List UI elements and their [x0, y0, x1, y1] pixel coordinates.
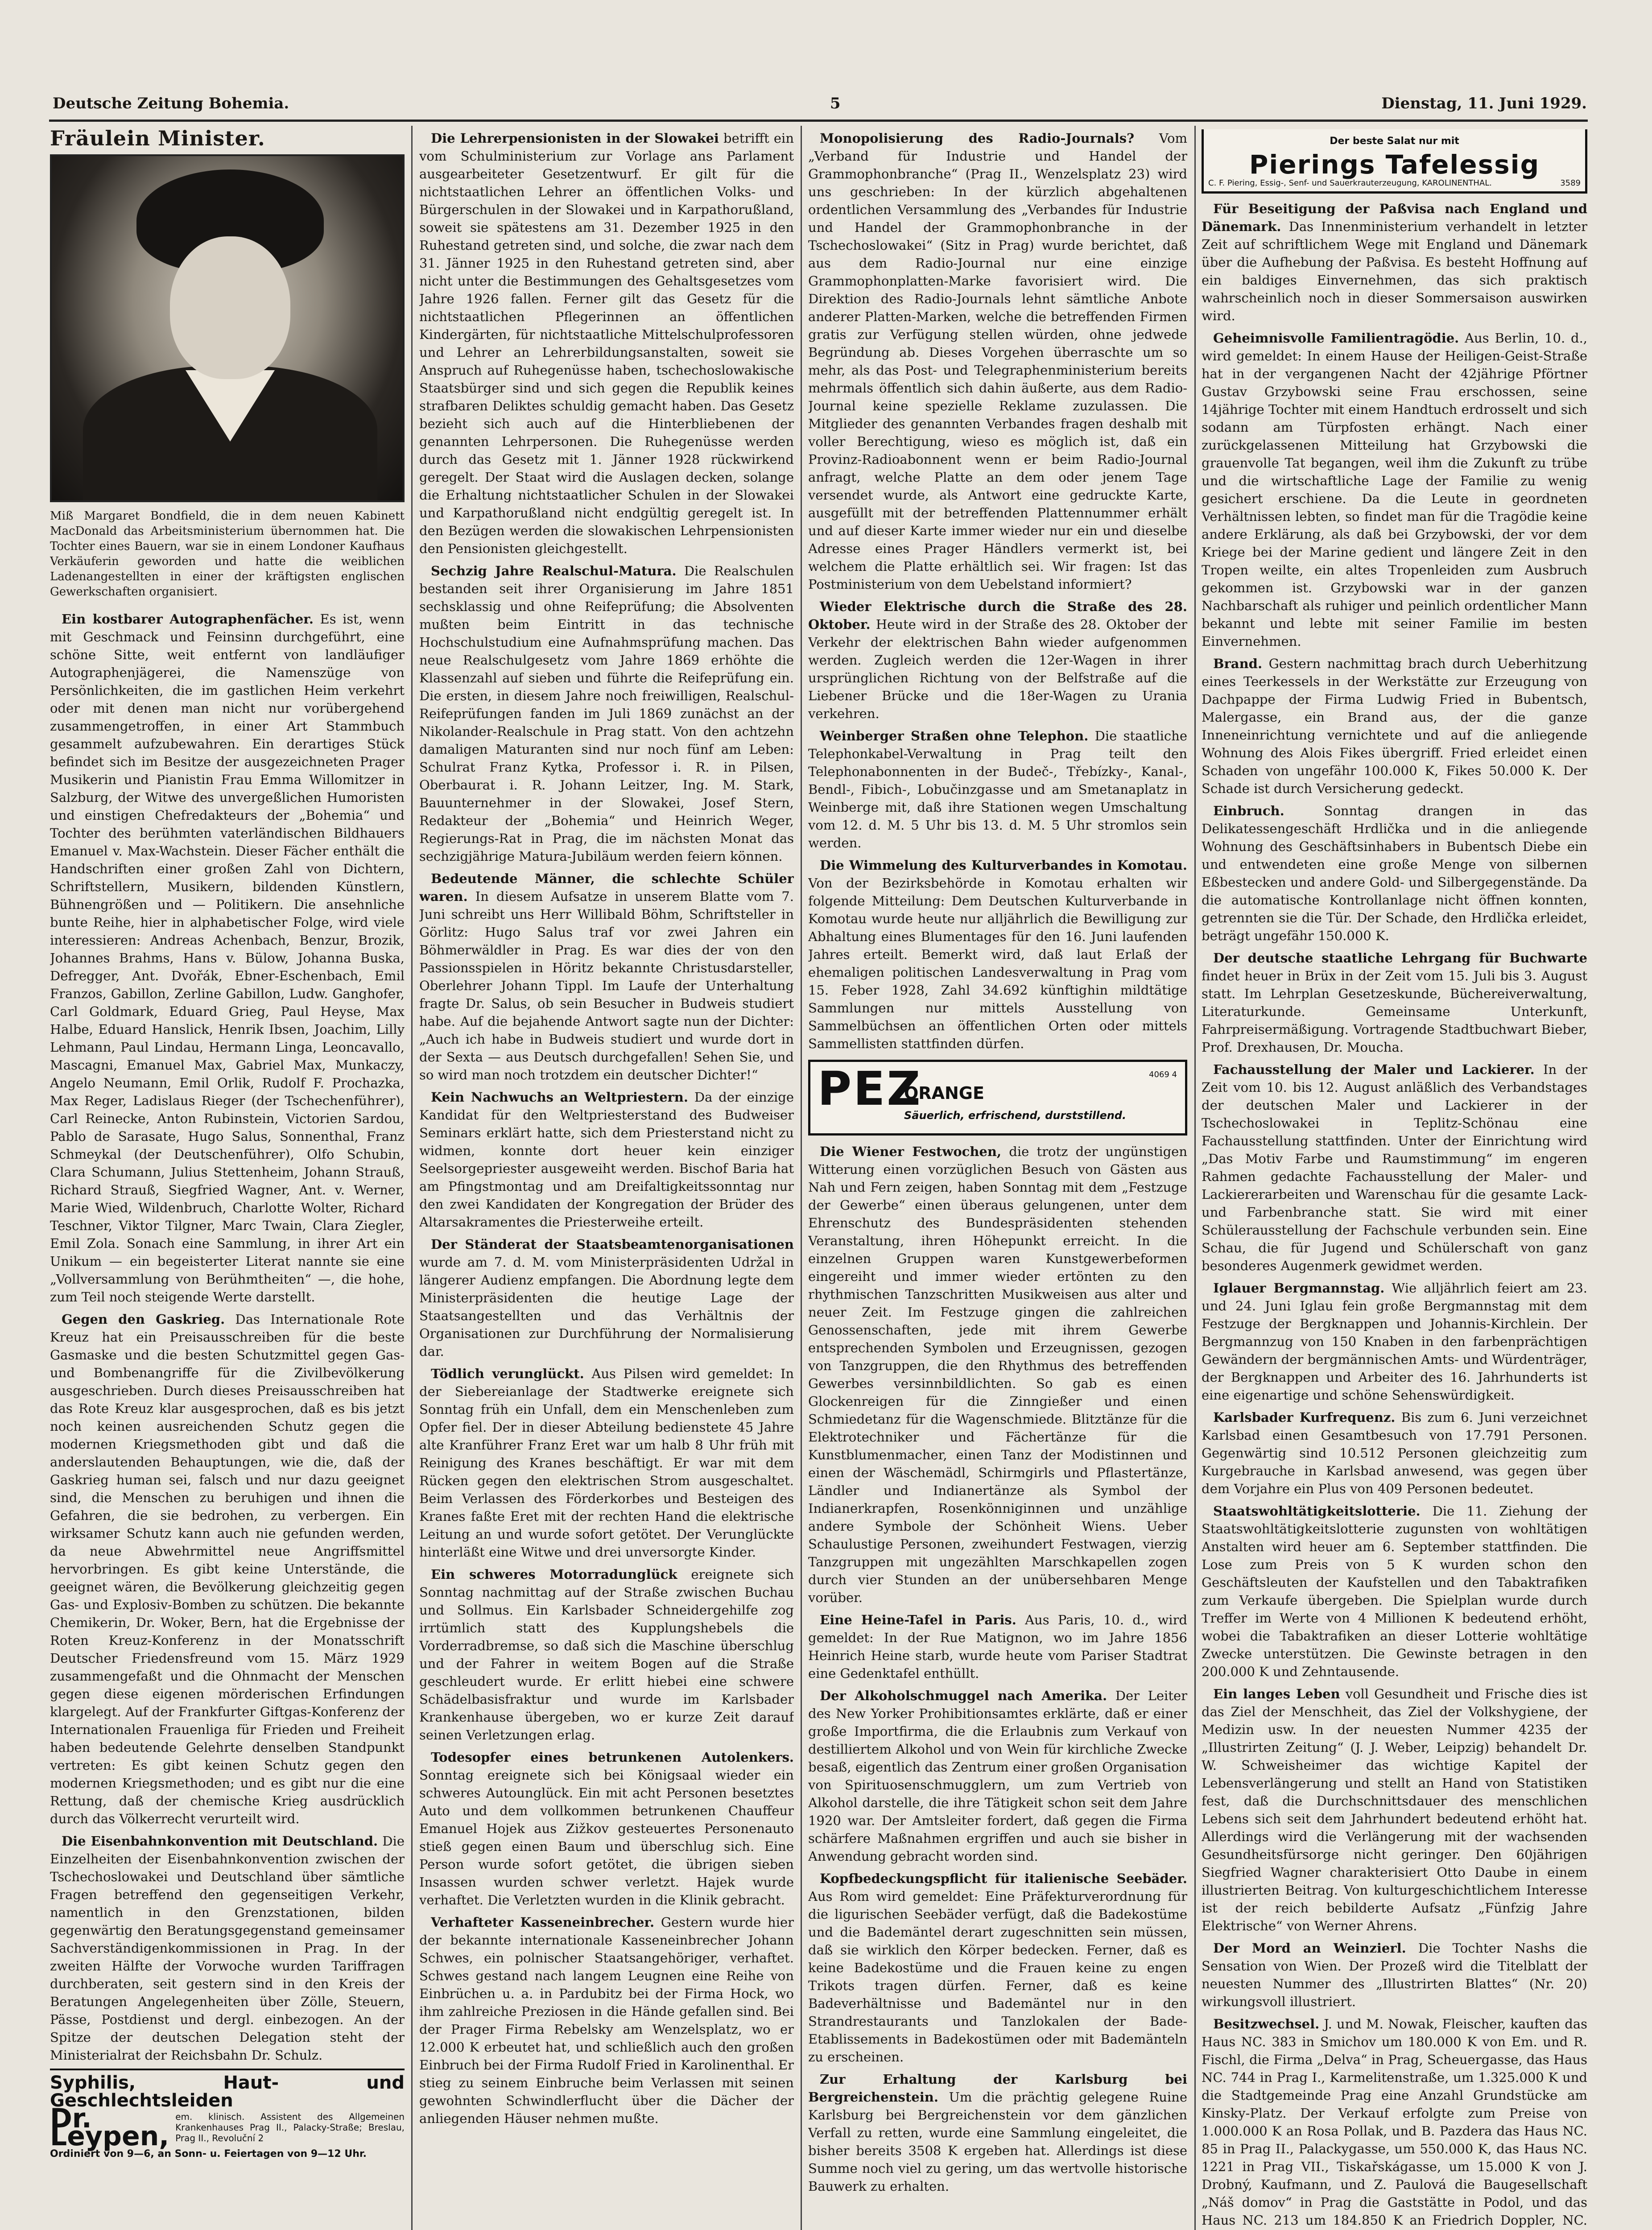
article-paragraph: [1202, 655, 1587, 797]
article-paragraph: [419, 1748, 794, 1909]
article-paragraph: [808, 1611, 1187, 1682]
article-lead: Verhafteter Kasseneinbrecher.: [431, 1915, 655, 1930]
article-paragraph: [808, 129, 1187, 593]
ad-address: em. klinisch. Assistent des Allgemeinen Krankenhauses Prag II., Palacky-Straße; Breslau, Prag II., Revoluční 2: [175, 2111, 405, 2143]
article-lead: Bedeutende Männer, die schlechte Schüler waren.: [419, 871, 794, 904]
article-paragraph: [808, 2070, 1187, 2195]
article-text: Gestern wurde hier der bekannte internationale Kasseneinbrecher Johann Schwes, ein polnischer Staatsangehöriger, verhaftet. Schwes gestand nach langem Leugnen eine Reihe von Einbrüchen u. a. in Pardubitz bei der Firma Hock, wo ihm zahlreiche Preziosen in die Hände gefallen sind. Bei der Prager Firma Rebelsky am Wenzelsplatz, wo er 12.000 K erbeutet hat, und schließlich auch den großen Einbruch bei der Firma Rudolf Fried in Karolinenthal. Er stieg zu seinem Einbruche beim Verlassen mit seinen gewohnten Schwindlerflucht über die Dächer der anliegenden Häuser nehmen mußte.: [419, 1915, 794, 2126]
article-paragraph: [419, 1565, 794, 1744]
article-lead: Besitzwechsel.: [1213, 2016, 1320, 2032]
article-paragraph: [1202, 200, 1587, 325]
article-paragraph: [1202, 1279, 1587, 1404]
article-lead: Geheimnisvolle Familientragödie.: [1213, 330, 1459, 346]
article-lead: Fachausstellung der Maler und Lackierer.: [1213, 1062, 1535, 1077]
article-lead: Gegen den Gaskrieg.: [62, 1312, 225, 1327]
article-list: [419, 129, 794, 2127]
article-list: [808, 1143, 1187, 2195]
article-lead: Eine Heine-Tafel in Paris.: [820, 1612, 1016, 1627]
article-text: In diesem Aufsatze in unserem Blatte vom 7. Juni schreibt uns Herr Willibald Böhm, Schriftsteller in Görlitz: Hugo Salus traf vor zwei Jahren ein Böhmerwäldler in Prag. Es war dies der von den Passionsspielen in Höritz bekannte Christusdarsteller, Oberlehrer Johann Tippl. Im Laufe der Unterhaltung fragte Dr. Salus, ob sein Besucher in Budweis studiert habe. Auf die bejahende Antwort sagte nun der Dichter: „Auch ich habe in Budweis studiert und wurde dort in der Sexta — aus Deutsch durchgefallen! Sehen Sie, und so wird man noch trotzdem ein deutscher Dichter!“: [419, 889, 794, 1082]
portrait-photo: [50, 154, 405, 502]
article-lead: Die Wimmelung des Kulturverbandes in Komotau.: [820, 858, 1187, 873]
article-paragraph: [808, 1687, 1187, 1865]
article-lead: Der deutsche staatliche Lehrgang für Buchwarte: [1213, 950, 1587, 966]
article-paragraph: [1202, 949, 1587, 1056]
article-lead: Brand.: [1213, 656, 1263, 671]
ad-tagline: Säuerlich, erfrischend, durststillend.: [904, 1109, 1127, 1122]
article-paragraph: [808, 856, 1187, 1053]
article-lead: Wieder Elektrische durch die Straße des 28. Oktober.: [808, 599, 1187, 632]
photo-caption: Miß Margaret Bondfield, die in dem neuen Kabinett MacDonald das Arbeitsministerium übernommen hat. Die Tochter eines Bauern, war sie in einem Londoner Kaufhaus Verkäuferin geworden und hatte die weiblichen Ladenangestellten in einer der kräftigsten englischen Gewerkschaften organisiert.: [50, 509, 405, 599]
article-text: Das Internationale Rote Kreuz hat ein Preisausschreiben für die beste Gasmaske und die besten Schutzmittel gegen Gas- und Bombenangriffe für die Zivilbevölkerung ausgeschrieben. Durch dieses Preisausschreiben hat das Rote Kreuz klar ausgesprochen, daß es bis jetzt noch keinen ausreichenden Schutz gegen die modernen Kriegsmethoden gibt und daß die anderslautenden Behauptungen, wie die, daß der Gaskrieg human sei, falsch und nur dazu geeignet sind, die Menschen zu beruhigen und ihnen die Gefahren, die sie bedrohen, zu verbergen. Ein wirksamer Schutz kann auch nie gefunden werden, da neue Abwehrmittel neue Angriffsmittel hervorbringen. Es gibt keine Unterstände, die geeignet wären, die Bevölkerung gleichzeitig gegen Gas- und Explosiv-Bomben zu schützen. Die bekannte Chemikerin, Dr. Woker, Bern, hat die Ergebnisse der Roten Kreuz-Konferenz in der Monatsschrift Deutscher Friedensfreund vom 15. März 1929 zusammengefaßt und die Ohnmacht der Menschen gegen diese eigenen mörderischen Erfindungen klargelegt. Auf der Frankfurter Giftgas-Konferenz der Internationalen Frauenliga für Frieden und Freiheit haben bedeutende Gelehrte denselben Standpunkt vertreten: Es gibt keinen Schutz gegen den modernen Kriegsmethoden; und es gibt nur die eine Rettung, daß der chemische Krieg ausdrücklich durch das Völkerrecht verurteilt wird.: [50, 1312, 405, 1826]
article-lead: Ein kostbarer Autographenfächer.: [62, 611, 314, 627]
ad-code: 4069 4: [1149, 1070, 1177, 1079]
article-paragraph: [1202, 1939, 1587, 2011]
article-lead: Monopolisierung des Radio-Journals?: [820, 131, 1135, 146]
column-rule: [801, 126, 802, 2230]
article-paragraph: [50, 1310, 405, 1828]
article-text: Aus Paris, 10. d., wird gemeldet: In der Rue Matignon, wo im Jahre 1856 Heinrich Heine starb, wurde heute vom Pariser Stadtrat eine Gedenktafel enthüllt.: [808, 1612, 1187, 1681]
ad-company: C. F. Piering, Essig-, Senf- und Sauerkrauterzeugung, KAROLINENTHAL.: [1208, 178, 1492, 188]
ad-product: ORANGE: [904, 1083, 984, 1103]
article-text: Heute wird in der Straße des 28. Oktober der Verkehr der elektrischen Bahn wieder aufgenommen werden. Zugleich werden die 12er-Wagen in ihrer ursprünglichen Richtung von der Belfstraße auf die Liebener Brücke und die 18er-Wagen zu Urania verkehren.: [808, 617, 1187, 721]
article-text: wurde am 7. d. M. vom Ministerpräsidenten Udržal in längerer Audienz empfangen. Die Abordnung legte dem Ministerpräsidenten die heutige Lage der Staatsangestellten und das Verhältnis der Organisationen zur Durchführung der Normalisierung dar.: [419, 1255, 794, 1359]
article-text: Der Leiter des New Yorker Prohibitionsamtes erklärte, daß er einer große Importfirma, die die Erlaubnis zum Verkauf von destilliertem Alkohol und von Wein für kirchliche Zwecke besaß, eigentlich das Zentrum einer großen Organisation von Spirituosenschmugglern, um zum Vertrieb von Alkohol darstelle, die ihre Tätigkeit schon seit dem Jahre 1920 war. Der Amtsleiter fordert, daß gegen die Firma schärfere Maßnahmen ergriffen und auch sie bisher in Anwendung gebracht worden sind.: [808, 1688, 1187, 1864]
article-text: Aus Berlin, 10. d., wird gemeldet: In einem Hause der Heiligen-Geist-Straße hat in der vergangenen Nacht der 42jährige Pförtner Gustav Grzybowski seine Frau erschossen, seine 14jährige Tochter mit einem Handtuch erdrosselt und sich sodann am Türpfosten erhängt. Nach einer zurückgelassenen Mitteilung hat Grzybowski die grauenvolle Tat begangen, weil ihm die Zukunft zu trübe und die wirtschaftliche Lage der Familie zu wenig gesichert erschiene. Da die Leute in geordneten Verhältnissen lebten, so findet man für die Tragödie keine andere Erklärung, als daß bei Grzybowski, der vor dem Kriege bei der Marine gedient und längere Zeit in den Tropen weilte, ein altes Tropenleiden zum Ausbruch gekommen ist. Grzybowski war in der ganzen Nachbarschaft als ruhiger und peinlich ordentlicher Mann bekannt und lebte mit seiner Familie im besten Einvernehmen.: [1202, 330, 1587, 649]
column-4: [1202, 129, 1587, 2230]
article-lead: Die Lehrerpensionisten in der Slowakei: [431, 131, 719, 146]
article-lead: Ein langes Leben: [1213, 1686, 1340, 1701]
ad-headline: Syphilis, Haut- und Geschlechtsleiden: [50, 2073, 405, 2111]
article-paragraph: [808, 727, 1187, 852]
article-lead: Todesopfer eines betrunkenen Autolenkers.: [431, 1750, 794, 1765]
article-lead: Der Mord an Weinzierl.: [1213, 1941, 1406, 1956]
page-header: [53, 87, 1587, 112]
article-text: ereignete sich Sonntag nachmittag auf der Straße zwischen Buchau und Sollmus. Ein Karlsbader Schneidergehilfe zog irrtümlich statt des Kupplungshebels die Vorderradbremse, so daß sich die Maschine überschlug und der Fahrer in weitem Bogen auf die Straße geschleudert wurde. Er erlitt hiebei eine schwere Schädelbasisfraktur und wurde im Karlsbader Krankenhause übergeben, wo er kurze Zeit darauf seinen Verletzungen erlag.: [419, 1567, 794, 1743]
ad-doctor-name: Dr. Leypen,: [50, 2103, 169, 2152]
article-text: Die staatliche Telephonkabel-Verwaltung in Prag teilt den Telephonabonnenten in der Budeč-, Třebízky-, Kanal-, Bendl-, Fibich-, Lobučinzgasse und am Smetanaplatz in Weinberge mit, daß ihre Stationen wegen Umschaltung vom 12. d. M. 5 Uhr bis 13. d. M. 5 Uhr stromlos sein werden.: [808, 728, 1187, 851]
article-lead: Kopfbedeckungspflicht für italienische Seebäder.: [820, 1871, 1187, 1886]
article-text: Sonntag drangen in das Delikatessengeschäft Hrdlička und in die anliegende Wohnung des Geschäftsinhabers in Bubentsch Diebe ein und entwendeten eine große Menge von silbernen Eßbestecken und andere Gold- und Silbergegenstände. Da die automatische Kontrollanlage nicht öffnen konnten, getrennten sie die Tür. Der Schade, den Hrdlička erleidet, beträgt ungefähr 150.000 K.: [1202, 803, 1587, 943]
article-paragraph: [1202, 802, 1587, 945]
article-paragraph: [50, 610, 405, 1306]
article-text: findet heuer in Brüx in der Zeit vom 15. Juli bis 3. August statt. Im Lehrplan Gesetzeskunde, Büchereiverwaltung, Literaturkunde. Gemeinsame Unterkunft, Fahrpreisermäßigung. Vortragende Stadtbuchwart Bieber, Prof. Drexhausen, Dr. Moucha.: [1202, 968, 1587, 1055]
article-lead: Zur Erhaltung der Karlsburg bei Bergreichenstein.: [808, 2072, 1187, 2105]
article-lead: Die Wiener Festwochen,: [820, 1144, 1002, 1159]
article-paragraph: [419, 129, 794, 558]
article-lead: Für Beseitigung der Paßvisa nach England und Dänemark.: [1202, 201, 1587, 234]
article-text: Aus Pilsen wird gemeldet: In der Siebereianlage der Stadtwerke ereignete sich Sonntag früh ein Unfall, dem ein Menschenleben zum Opfer fiel. Der in dieser Abteilung bedienstete 45 Jahre alte Kranführer Franz Eret war um halb 8 Uhr früh mit Reinigung des Kranes beschäftigt. Er war mit dem Rücken gegen den elektrischen Strom ausgeschaltet. Beim Verlassen des Förderkorbes und Besteigen des Kranes faßte Eret mit der rechten Hand die elektrische Leitung an und wurde sofort getötet. Der Verunglückte hinterläßt eine Witwe und drei unversorgte Kinder.: [419, 1366, 794, 1560]
article-paragraph: [1202, 1061, 1587, 1275]
article-text: betrifft ein vom Schulministerium zur Vorlage ans Parlament ausgearbeiteter Gesetzentwurf. Er gilt für die nichtstaatlichen Lehrer an öffentlichen Volks- und Bürgerschulen in der Slowakei und in Karpathorußland, soweit sie spätestens am 31. Dezember 1925 in den Ruhestand getreten sind, und solche, die zwar nach dem 31. Jänner 1925 in den Ruhestand getreten sind, aber nicht unter die Bestimmungen des Gehaltsgesetzes vom Jahre 1926 fallen. Ferner gilt das Gesetz für die nichtstaatlichen Pflegerinnen an öffentlichen Kindergärten, für nichtstaatliche Mittelschulprofessoren und Lehrer an Lehrerbildungsanstalten, soweit sie Anspruch auf Ruhegenüsse haben, tschechoslowakische Staatsbürger sind und sich gegen die Republik keines strafbaren Deliktes schuldig gemacht haben. Das Gesetz bezieht sich auch auf die Hinterbliebenen der genannten Lehrpersonen. Die Ruhegenüsse werden durch das Gesetz mit 1. Jänner 1928 rückwirkend geregelt. Der Staat wird die Auslagen decken, solange die Erhaltung nichtstaatlicher Schulen in der Slowakei und Karpathorußland nicht endgültig geregelt ist. In den Bezügen werden die slowakischen Lehrpensionisten den Pensionisten gleichgestellt.: [419, 131, 794, 556]
article-text: J. und M. Nowak, Fleischer, kauften das Haus NC. 383 in Smichov um 180.000 K von Em. und R. Fischl, die Firma „Delva“ in Prag, Scheuergasse, das Haus NC. 744 in Prag I., Karmelitenstraße, um 1.325.000 K und die Stadtgemeinde Prag eine Anzahl Grundstücke am Kinsky-Platz. Der Verkauf erfolgte zum Preise von 1.000.000 K an Rosa Pollak, und B. Pazdera das Haus NC. 85 in Prag II., Palackygasse, um 550.000 K, das Haus NC. 1221 in Prag VII., Tiskařskágasse, um 15.000 K von J. Drobný, Kaufmann, und Z. Paulová die Baugesellschaft „Náš domov“ in Prag die Gaststätte in Podol, und das Haus NC. 213 um 184.850 K an Friedrich Doppler, NC.: [1202, 2016, 1587, 2228]
article-paragraph: [419, 1365, 794, 1561]
article-text: die trotz der ungünstigen Witterung einen vorzüglichen Besuch von Gästen aus Nah und Fern zeigen, haben Sonntag mit dem „Festzuge der Gewerbe“ einen überaus gelungenen, unter dem Ehrenschutz des Bundespräsidenten stehenden Veranstaltung, ihren Höhepunkt erreicht. In die einzelnen Gruppen waren Kunstgewerbeformen eingereiht und immer wieder ertönten zu den rhythmischen Tanzschritten Musikweisen aus alter und neuer Zeit. Im Festzuge gingen die zahlreichen Genossenschaften, jede mit ihrem Gewerbe entsprechenden Symbolen und Erzeugnissen, gezogen von Tanzgruppen, die den Rhythmus des betreffenden Gewerbes versinnbildlichten. So gab es einen Glockenreigen für die Zinngießer und einen Schmiedetanz für die Wagenschmiede. Blitztänze für die Elektrotechniker und Fächertänze für die Kunstblumenmacher, einen Tanz der Modistinnen und einen der Wäschemädl, Schirmgirls und Pflastertänze, Ländler und Indianertänze als Symbol der Indianerkrapfen, Rosenkönniginnen und unzählige andere Symbole der Schönheit Wiens. Ueber Schaulustige Personen, zweihundert Festwagen, vierzig Tanzgruppen mit ungezählten Marschkapellen zogen durch vier Stunden an der unübersehbaren Menge vorüber.: [808, 1144, 1187, 1605]
article-text: Von der Bezirksbehörde in Komotau erhalten wir folgende Mitteilung: Dem Deutschen Kulturverbande in Komotau wurde heute nur alljährlich die Bewilligung zur Abhaltung eines Blumentages für den 16. Juni laufenden Jahres erteilt. Bemerkt wird, daß laut Erlaß der ehemaligen politischen Landesverwaltung in Prag vom 15. Feber 1928, Zahl 34.692 künftighin mildtätige Sammlungen nur mittels Ausstellung von Sammelbüchsen an öffentlichen Orten oder mittels Sammellisten stattfinden dürfen.: [808, 875, 1187, 1051]
article-text: voll Gesundheit und Frische dies ist das Ziel der Menschheit, das Ziel der Volkshygiene, der Medizin usw. In der neuesten Nummer 4235 der „Illustrirten Zeitung“ (J. J. Weber, Leipzig) behandelt Dr. W. Schweisheimer das wichtige Kapitel der Lebensverlängerung und stellt an Hand von Statistiken fest, daß die Durchschnittsdauer des menschlichen Lebens sich seit dem Jahrhundert bedeutend erhöht hat. Allerdings wird die Verlängerung mit der wachsenden Gesundheitsfürsorge nicht geringer. Den 60jährigen Siegfried Wagner charakterisiert Otto Daube in einem illustrierten Beitrag. Von kulturgeschichtlichem Interesse ist der reich bebilderte Aufsatz „Fünfzig Jahre Elektrische“ von Werner Ahrens.: [1202, 1686, 1587, 1933]
article-paragraph: [419, 1235, 794, 1360]
column-2: [419, 129, 794, 2230]
article-lead: Der Alkoholschmuggel nach Amerika.: [820, 1688, 1107, 1703]
article-text: Um die prächtig gelegene Ruine Karlsburg bei Bergreichenstein vor dem gänzlichen Verfall zu retten, wurde eine Sammlung eingeleitet, die bisher bereits 3508 K ergeben hat. Allerdings ist diese Summe noch viel zu gering, um das wertvolle historische Bauwerk zu erhalten.: [808, 2090, 1187, 2194]
article-text: Wie alljährlich feiert am 23. und 24. Juni Iglau fein große Bergmannstag mit dem Festzuge der Bergknappen und Johannis-Kirchlein. Der Bergmannzug von 150 Knaben in den farbenprächtigen Gewändern der bergmännischen Amts- und Würdenträger, der Bergknappen und Arbeiter des 16. Jahrhunderts ist eine eigenartige und schöne Sehenswürdigkeit.: [1202, 1280, 1587, 1403]
article-lead: Die Eisenbahnkonvention mit Deutschland.: [62, 1834, 378, 1849]
article-text: In der Zeit vom 10. bis 12. August anläßlich des Verbandstages der deutschen Maler und Lackierer in der Tschechoslowakei in Teplitz-Schönau eine Fachausstellung stattfinden. Unter der Einrichtung wird „Das Motiv Farbe und Raumstimmung“ im engeren Rahmen gedachte Fachausstellung der Maler- und Lackiererarbeiten und Warenschau für die gesamte Lack- und Farbenbranche statt. Sie wird mit einer Schülerausstellung der Fachschule verbunden sein. Eine Schau, die für Jugend und Schülerschaft von ganz besonderes Augenmerk gewidmet werden.: [1202, 1062, 1587, 1273]
article-paragraph: [808, 598, 1187, 723]
ad-hours: Ordiniert von 9—6, an Sonn- u. Feiertagen von 9—12 Uhr.: [50, 2148, 367, 2160]
article-paragraph: [808, 1870, 1187, 2066]
advertisement-leypen: [50, 2069, 405, 2163]
advertisement-pez: [808, 1060, 1187, 1136]
article-lead: Staatswohltätigkeitslotterie.: [1213, 1503, 1421, 1519]
article-paragraph: [419, 1088, 794, 1231]
article-lead: Tödlich verunglückt.: [431, 1366, 584, 1381]
article-text: Da der einzige Kandidat für den Weltpriesterstand des Budweiser Seminars erklärt hatte, sich dem Priesterstand nicht zu widmen, konnte dort heuer kein einziger Seelsorgepriester ausgeweiht werden. Bischof Baria hat am Pfingstmontag und am Dreifaltigkeitssonntag nur den zwei Kandidaten der Kongregation der Brüder des Altarsakramentes die Priesterweihe erteilt.: [419, 1090, 794, 1230]
article-paragraph: [419, 1913, 794, 2127]
column-1: [50, 129, 405, 2230]
article-lead: Weinberger Straßen ohne Telephon.: [820, 728, 1089, 743]
article-text: Vom „Verband für Industrie und Handel der Grammophonbranche“ (Prag II., Wenzelsplatz 23) wird uns geschrieben: In der kürzlich abgehaltenen ordentlichen Versammlung des „Verbandes für Industrie und Handel der Grammophonbranche in der Tschechoslowakei“ (Sitz in Prag) wurde berichtet, daß aus dem Radio-Journal nur eine einzige Grammophonplatten-Marke favorisiert wird. Die Direktion des Radio-Journals lehnt sämtliche Anbote anderer Platten-Marken, welche die betreffenden Firmen gratis zur Verfügung stellen würden, ohne jedwede Begründung ab. Dieses Vorgehen überraschte um so mehr, als das Post- und Telegraphenministerium bereits mehrmals öffentlich sich dahin äußerte, aus dem Radio-Journal keine spezielle Reklame zuzulassen. Die Mitglieder des genannten Verbandes fragen deshalb mit voller Berechtigung, wieso es möglich ist, daß ein Provinz-Radioabonnent wenn er beim Radio-Journal anfragt, welche Platte an dem oder jenem Tage versendet wurde, als Antwort eine gedruckte Karte, ausgefüllt mit der betreffenden Plattennummer erhält und auf dieser Karte immer wieder nur ein und dieselbe Adresse eines Prager Händlers vermerkt ist, bei welchem die Platte erhältlich sei. Wir fragen: Ist das Postministerium von dem Uebelstand informiert?: [808, 131, 1187, 592]
ad-brand: Pierings Tafelessig: [1249, 149, 1540, 180]
article-text: Die Tochter Nashs die Sensation von Wien. Der Prozeß wird die Titelblatt der neuesten Nummer des „Illustrirten Blattes“ (Nr. 20) wirkungsvoll illustriert.: [1202, 1941, 1587, 2009]
advertisement-pierings: [1202, 129, 1587, 194]
article-paragraph: [1202, 1685, 1587, 1935]
article-text: Die Realschulen bestanden seit ihrer Organisierung im Jahre 1851 sechsklassig und ohne Reifeprüfung; die Absolventen mußten beim Eintritt in das technische Hochschulstudium eine Aufnahmsprüfung machen. Das neue Realschulgesetz vom Jahre 1869 erhöhte die Klassenzahl auf sieben und führte die Reifeprüfung ein. Die ersten, in diesem Jahre noch freiwilligen, Realschul-Reifeprüfungen fanden im Juli 1869 zunächst an der Nikolander-Realschule in Prag statt. Von den achtzehn damaligen Maturanten sind nur noch fünf am Leben: Schulrat Franz Kytka, Professor i. R. in Pilsen, Oberbaurat i. R. Johann Leitzer, Ing. M. Stark, Bauunternehmer in der Slowakei, Josef Stern, Redakteur der „Bohemia“ und Heinrich Weger, Regierungs-Rat in Prag, die im nächsten Monat das sechzigjährige Matura-Jubiläum werden feiern können.: [419, 563, 794, 864]
article-lead: Einbruch.: [1213, 803, 1284, 818]
ad-code: 3589: [1560, 178, 1581, 188]
newspaper-name: Deutsche Zeitung Bohemia.: [53, 95, 289, 112]
article-paragraph: [419, 562, 794, 865]
article-list: [50, 610, 405, 2064]
article-lead: Karlsbader Kurfrequenz.: [1213, 1410, 1396, 1425]
article-paragraph: [1202, 329, 1587, 650]
header-rule: [49, 120, 1588, 122]
article-paragraph: [419, 870, 794, 1084]
article-text: Die Einzelheiten der Eisenbahnkonvention zwischen der Tschechoslowakei und Deutschland über sämtliche Fragen betreffend den gegenseitigen Verkehr, namentlich in den Grenzstationen, bilden gegenwärtig den Beratungsgegenstand gemeinsamer Sachverständigenkommissionen in Prag. In der zweiten Hälfte der Vorwoche wurden Tariffragen durchberaten, seit gestern sind in den Kreis der Beratungen Angelegenheiten über Zölle, Steuern, Pässe, Postdienst und dergl. einbezogen. An der Spitze der deutschen Delegation steht der Ministerialrat der Reichsbahn Dr. Schulz.: [50, 1834, 405, 2063]
column-rule: [1194, 126, 1196, 2230]
article-text: Es ist, wenn mit Geschmack und Feinsinn durchgeführt, eine schöne Sitte, weit entfernt von landläufiger Autographenjägerei, die Namenszüge von Persönlichkeiten, die im gastlichen Heim verkehrt oder mit denen man nicht nur vorübergehend zusammengetroffen, in einer Art Stammbuch gesammelt aufzubewahren. Ein derartiges Stück befindet sich im Besitze der ausgezeichneten Prager Musikerin und Pianistin Frau Emma Willomitzer in Salzburg, der Witwe des unvergeßlichen Humoristen und einstigen Chefredakteurs der „Bohemia“ und Tochter des berühmten vaterländischen Bildhauers Emanuel v. Max-Wachstein. Dieser Fächer enthält die Handschriften einer großen Zahl von Dichtern, Schriftstellern, Musikern, bildenden Künstlern, Bühnengrößen und — Politikern. Die ansehnliche bunte Reihe, hier in alphabetischer Folge, wird viele interessieren: Andreas Achenbach, Benzur, Brozik, Johannes Brahms, Hans v. Bülow, Johanna Buska, Defregger, Ant. Dvořák, Ebner-Eschenbach, Emil Franzos, Gabillon, Zerline Gabillon, Ludw. Ganghofer, Carl Goldmark, Eduard Grieg, Paul Heyse, Max Halbe, Eduard Hanslick, Henrik Ibsen, Joachim, Lilly Lehmann, Paul Lindau, Hermann Linga, Leoncavallo, Mascagni, Emanuel Max, Gabriel Max, Munkaczy, Angelo Neumann, Emil Orlik, Rudolf F. Prochazka, Max Reger, Ladislaus Rieger (der Tschechenführer), Carl Reinecke, Anton Rubinstein, Victorien Sardou, Pablo de Sarasate, Hugo Salus, Sonnenthal, Franz Schmeykal (der Deutschenführer), Olfo Schubin, Clara Schumann, Julius Stettenheim, Johann Strauß, Richard Strauß, Siegfried Wagner, Ant. v. Werner, Marie Wied, Wildenbruch, Charlotte Wolter, Richard Teschner, Viktor Tilgner, Marc Twain, Clara Ziegler, Emil Zola. Sonach eine Sammlung, in ihrer Art ein Unikum — ein begeisterter Literat nannte sie eine „Vollversammlung von Berühmtheiten“ —, die hohe, zum Teil noch steigende Werte darstellt.: [50, 611, 405, 1305]
article-text: Bis zum 6. Juni verzeichnet Karlsbad einen Gesamtbesuch von 17.791 Personen. Gegenwärtig sind 10.512 Personen gleichzeitig zum Kurgebrauche in Karlsbad anwesend, was gegen über dem Vorjahre ein Plus von 409 Personen bedeutet.: [1202, 1410, 1587, 1496]
article-title: Fräulein Minister.: [50, 129, 265, 150]
article-lead: Der Ständerat der Staatsbeamtenorganisationen: [431, 1237, 794, 1252]
article-text: Die 11. Ziehung der Staatswohltätigkeitslotterie zugunsten von wohltätigen Anstalten wird heuer am 6. September stattfinden. Die Lose zum Preis von 5 K wurden schon den Geschäftsleuten der Kaufstellen und den Tabaktrafiken zum Verkaufe übergeben. Die Spielplan wurde durch Treffer im Werte von 4 Millionen K bedeutend erhöht, wobei die Tabaktrafiken an dieser Lotterie wohltätige Zwecke unterstützen. Die Gewinste betragen in den 200.000 K und Zehntausende.: [1202, 1503, 1587, 1679]
ad-brand: PEZ: [818, 1061, 922, 1116]
article-text: Aus Rom wird gemeldet: Eine Präfekturverordnung für die ligurischen Seebäder verfügt, daß die Badekostüme und die Bademäntel derart zugeschnitten sein müssen, daß sie wirklich den Körper bedecken. Ferner, daß es keine Badekostüme und die Frauen keine zu engen Trikots tragen dürfen. Ferner, daß es keine Badeverhältnisse und Bademäntel nur in den Strandrestaurants und Tanzlokalen der Bade-Etablissements in Badekostümen oder mit Bademänteln zu erscheinen.: [808, 1889, 1187, 2065]
article-text: Sonntag ereignete sich bei Königsaal wieder ein schweres Autounglück. Ein mit acht Personen besetztes Auto und dem vollkommen betrunkenen Chauffeur Emanuel Hojek aus Zižkov gesteuertes Personenauto stieß gegen einen Baum und überschlug sich. Eine Person wurde sofort getötet, die übrigen sieben Insassen wurden schwer verletzt. Hajek wurde verhaftet. Die Verletzten wurden in die Klinik gebracht.: [419, 1767, 794, 1908]
article-paragraph: [1202, 1408, 1587, 1498]
article-paragraph: [1202, 2015, 1587, 2230]
article-lead: Sechzig Jahre Realschul-Matura.: [431, 563, 677, 578]
article-lead: Kein Nachwuchs an Weltpriestern.: [431, 1090, 688, 1105]
page-number: 5: [830, 95, 841, 112]
article-paragraph: [1202, 1502, 1587, 1681]
column-3: [808, 129, 1187, 2230]
article-paragraph: [50, 1832, 405, 2064]
ad-slogan: Der beste Salat nur mit: [1330, 136, 1459, 147]
column-rule: [411, 126, 413, 2230]
article-text: Das Innenministerium verhandelt in letzter Zeit auf schriftlichem Wege mit England und Dänemark über die Aufhebung der Paßvisa. Es besteht Hoffnung auf ein baldiges Einvernehmen, das sich praktisch wahrscheinlich noch in dieser Sommersaison auswirken wird.: [1202, 219, 1587, 323]
article-list: [808, 129, 1187, 1053]
issue-date: Dienstag, 11. Juni 1929.: [1381, 95, 1587, 112]
article-list: [1202, 200, 1587, 2230]
article-lead: Ein schweres Motorradunglück: [431, 1567, 677, 1582]
article-lead: Iglauer Bergmannstag.: [1213, 1280, 1385, 1296]
article-text: Gestern nachmittag brach durch Ueberhitzung eines Teerkessels in der Werkstätte zur Erzeugung von Dachpappe der Firma Ludwig Fried in Bubentsch, Malergasse, ein Brand aus, der die ganze Inneneinrichtung vernichtete und auf die anliegende Wohnung des Alois Fikes übergriff. Fried erleidet einen Schaden von ungefähr 100.000 K, Fikes 50.000 K. Der Schade ist durch Versicherung gedeckt.: [1202, 656, 1587, 796]
article-paragraph: [808, 1143, 1187, 1606]
